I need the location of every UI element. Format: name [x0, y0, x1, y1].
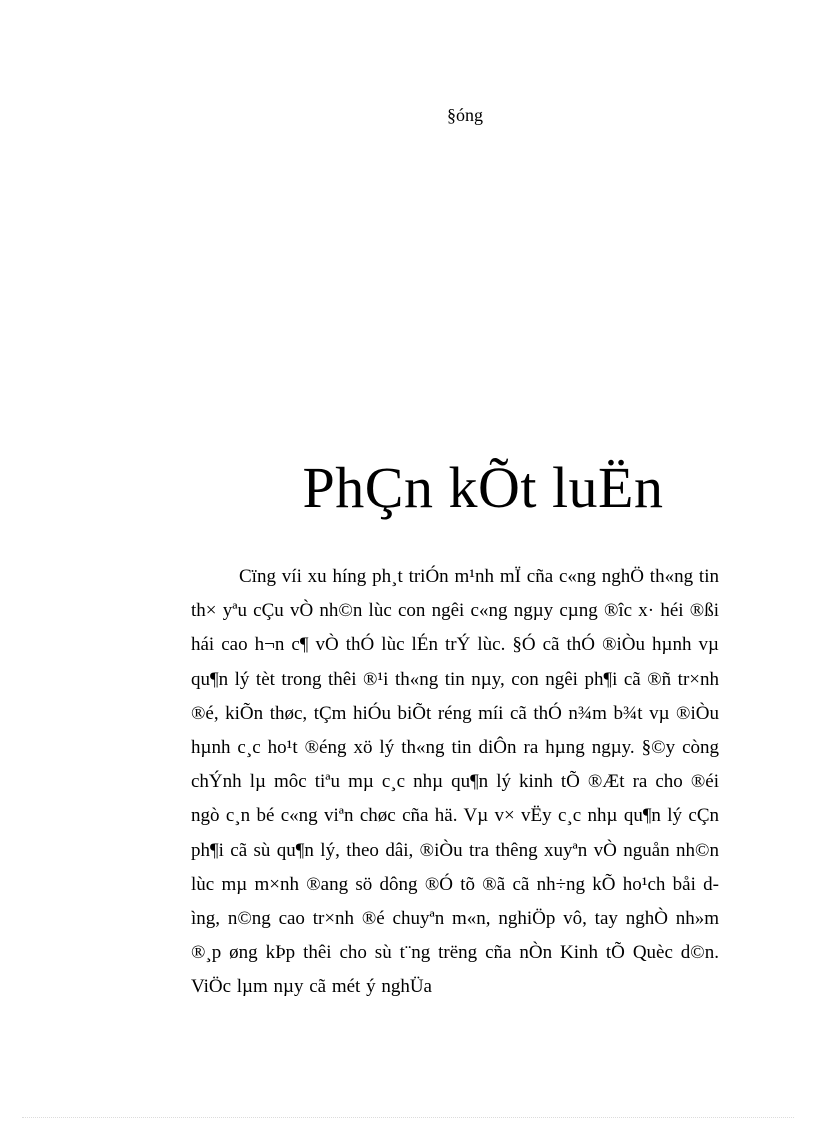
body-paragraph: Cïng víi xu híng ph¸t triÓn m¹nh mÏ cña c«ng nghÖ th«ng tin th× yªu cÇu vÒ nh©n lùc con ngêi c«ng ngµy cµng ®îc x· héi ®ßi hái cao h¬n c¶ vÒ thÓ lùc lÉn trÝ lùc. §Ó cã thÓ ®iÒu hµnh vµ qu¶n lý tèt trong thêi ®¹i th«ng tin nµy, con ngêi ph¶i cã ®ñ tr×nh ®é, kiÕn thøc, tÇm hiÓu biÕt réng míi cã thÓ n¾m b¾t vµ ®iÒu hµnh c¸c ho¹t ®éng xö lý th«ng tin diÔn ra hµng ngµy. §©y còng chÝnh lµ môc tiªu mµ c¸c nhµ qu¶n lý kinh tÕ ®Æt ra cho ®éi ngò c¸n bé c«ng viªn chøc cña hä. Vµ v× vËy c¸c nhµ qu¶n lý cÇn ph¶i cã sù qu¶n lý, theo dâi, ®iÒu tra thêng xuyªn vÒ nguån nh©n lùc mµ m×nh ®ang sö dông ®Ó tõ ®ã cã nh÷ng kÕ ho¹ch båi dìng, n©ng cao tr×nh ®é chuyªn m«n, nghiÖp vô, tay nghÒ nh»m ®¸p øng kÞp thêi cho sù t¨ng trëng cña nÒn Kinh tÕ Quèc d©n. ViÖc lµm nµy cã mét ý nghÜa: [191, 566, 719, 998]
page-bottom-divider: [22, 1117, 794, 1118]
page-header-text: §óng: [447, 105, 483, 125]
section-title: PhÇn kÕt luËn: [302, 455, 664, 520]
